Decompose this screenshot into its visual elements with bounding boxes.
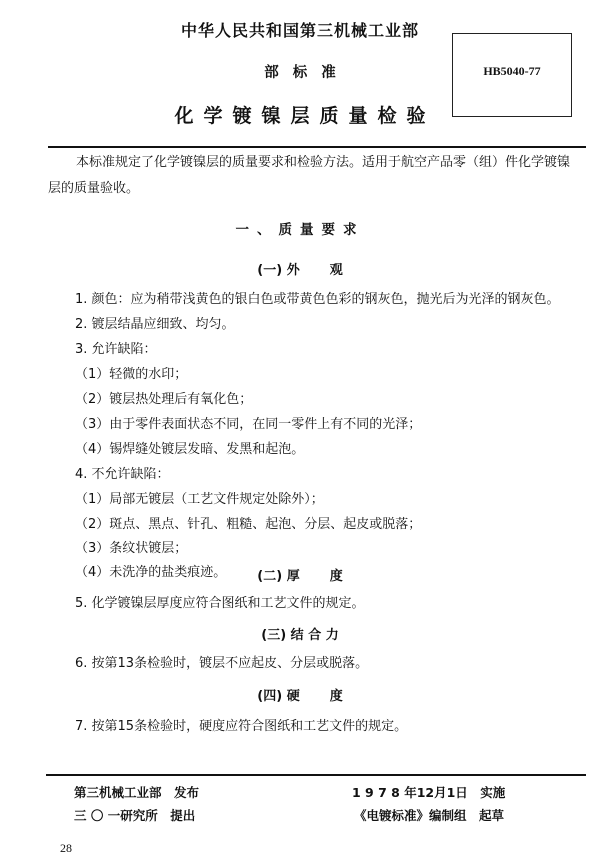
top-divider xyxy=(48,146,586,148)
list-item: （1）局部无镀层（工艺文件规定处除外）； xyxy=(75,492,324,507)
page-number: 28 xyxy=(60,841,72,855)
section-heading-quality-requirements: 一、质量要求 xyxy=(235,222,365,238)
subheading-hardness xyxy=(0,685,600,704)
list-item: 4. 不允许缺陷： xyxy=(75,467,170,482)
list-item: 5. 化学镀镍层厚度应符合图纸和工艺文件的规定。 xyxy=(75,596,365,611)
list-item: （4）未洗净的盐类痕迹。 xyxy=(75,565,227,580)
ministry-header: 中华人民共和国第三机械工业部 xyxy=(180,21,419,40)
list-item: （3）由于零件表面状态不同，在同一零件上有不同的光泽； xyxy=(75,417,422,432)
bottom-divider xyxy=(46,774,586,776)
list-item: （2）镀层热处理后有氧化色； xyxy=(75,392,253,407)
standard-code: HB5040-77 xyxy=(483,64,541,78)
list-item: （3）条纹状镀层； xyxy=(75,541,188,556)
subheading-appearance-a: (一) 外 xyxy=(257,263,300,278)
standard-type: 部标准 xyxy=(264,65,350,81)
footer-drafter: 《电镀标准》编制组 起草 xyxy=(354,808,505,823)
subheading-thickness xyxy=(0,565,600,584)
subheading-appearance-b: 观 xyxy=(329,263,343,278)
subheading-hardness-b: 度 xyxy=(329,689,343,704)
list-item: 6. 按第13条检验时，镀层不应起皮、分层或脱落。 xyxy=(75,656,369,671)
subheading-adhesion: (三) 结 合 力 xyxy=(261,628,339,643)
subheading-thickness-b: 度 xyxy=(329,569,343,584)
list-item: （2）斑点、黑点、针孔、粗糙、起泡、分层、起皮或脱落； xyxy=(75,517,422,532)
list-item: （4）锡焊缝处镀层发暗、发黑和起泡。 xyxy=(75,442,305,457)
footer-publisher: 第三机械工业部 发布 xyxy=(74,785,200,800)
subheading-appearance xyxy=(0,259,600,278)
list-item: （1）轻微的水印； xyxy=(75,367,188,382)
standard-code-box xyxy=(452,33,572,117)
list-item: 2. 镀层结晶应细致、均匀。 xyxy=(75,317,235,332)
subheading-hardness-a: (四) 硬 xyxy=(257,689,300,704)
list-item: 3. 允许缺陷： xyxy=(75,342,157,357)
list-item: 7. 按第15条检验时，硬度应符合图纸和工艺文件的规定。 xyxy=(75,719,408,734)
footer-effective-date: 1 9 7 8 年12月1日 实施 xyxy=(352,785,506,800)
subheading-thickness-a: (二) 厚 xyxy=(257,569,300,584)
list-item: 1. 颜色：应为稍带浅黄色的银白色或带黄色色彩的钢灰色，抛光后为光泽的钢灰色。 xyxy=(75,292,560,307)
footer-proposer: 三 〇 一研究所 提出 xyxy=(74,808,196,823)
document-title: 化学镀镍层质量检验 xyxy=(174,105,436,127)
intro-paragraph: 本标准规定了化学镀镍层的质量要求和检验方法。适用于航空产品零（组）件化学镀镍层的质量验收。 xyxy=(48,155,571,196)
